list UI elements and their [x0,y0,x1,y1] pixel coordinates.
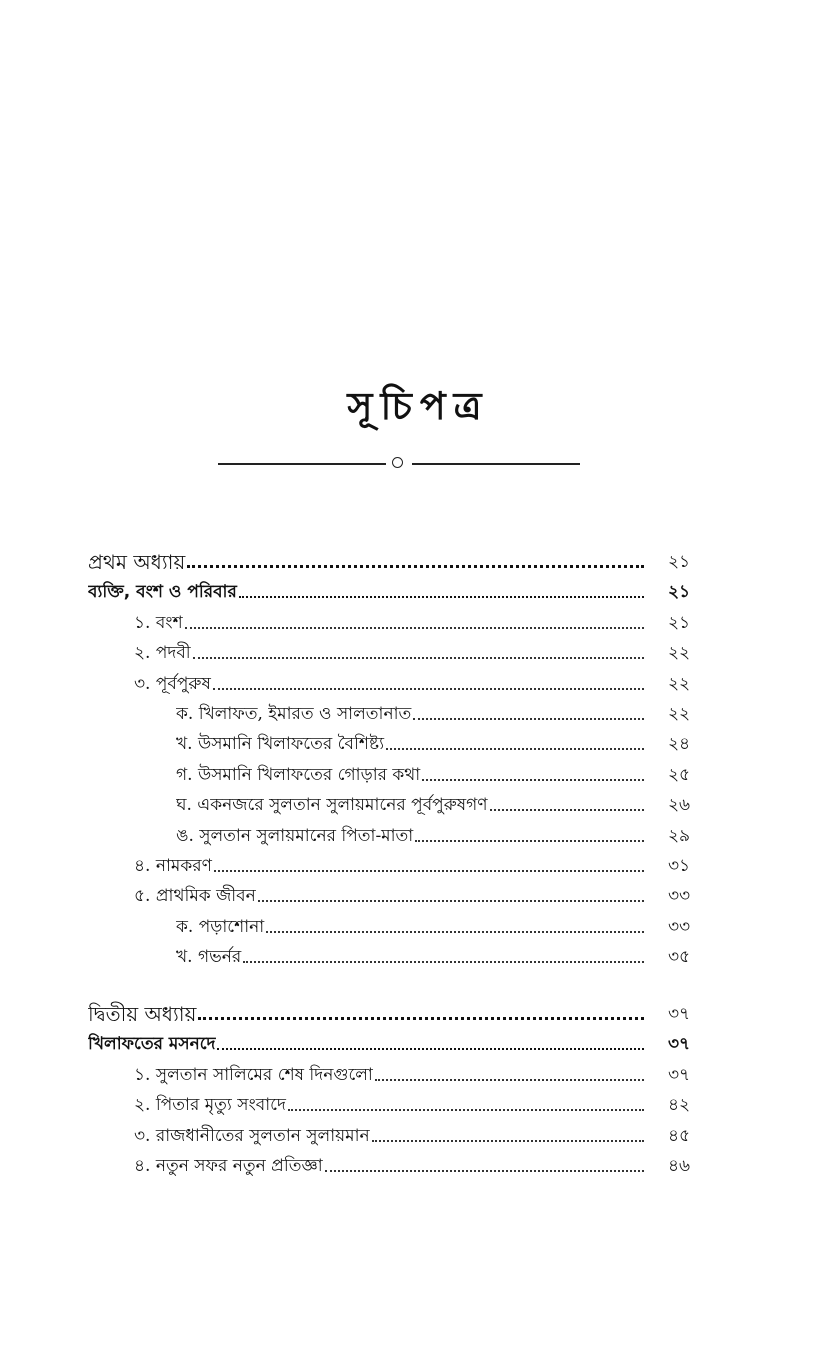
toc-dot-leader [243,960,644,963]
toc-entry-label: ঙ. সুলতান সুলায়মানের পিতা-মাতা [176,825,414,846]
toc-dot-leader [258,899,644,902]
toc-dot-leader [325,1169,644,1172]
toc-page-number: ২১ [668,552,691,572]
toc-page-number: ৪৬ [668,1156,691,1176]
divider-line-right [412,463,580,465]
toc-entry-text [88,574,644,604]
toc-entry-text [134,1118,644,1148]
toc-dot-leader [213,687,644,690]
toc-entry [0,1148,837,1178]
toc-page-number: ৩১ [668,856,691,876]
title-ornament-divider [218,456,580,472]
toc-entry-text [134,666,644,696]
toc-entry [0,666,837,696]
toc-page-number: ২২ [668,704,691,724]
toc-dot-leader [490,808,644,811]
toc-entry [0,818,837,848]
toc-dot-leader [187,564,644,568]
toc-entry-label: প্রথম অধ্যায় [88,550,186,574]
toc-entry [0,1057,837,1087]
toc-page-number: ৩৭ [668,1064,691,1085]
toc-entry-label: ঘ. একনজরে সুলতান সুলায়মানের পূর্বপুরুষগণ [176,795,488,816]
page-title: সূচিপত্র [347,384,490,428]
toc-page-number: ২৬ [668,795,691,816]
toc-entry-label: ১. সুলতান সালিমের শেষ দিনগুলো [134,1064,373,1085]
toc-entry-text [176,726,644,756]
toc-entry [0,1118,837,1148]
toc-entry [0,909,837,939]
toc-page-number: ২২ [668,643,691,664]
toc-chapter-heading [0,996,837,1026]
toc-page-number: ৪৫ [668,1125,691,1146]
toc-dot-leader [217,1047,644,1050]
toc-entry-label: খ. গভর্নর [176,947,242,968]
toc-chapter-subtitle [0,1026,837,1056]
toc-page-number: ৩৭ [668,1034,691,1055]
toc-entry-text [176,939,644,969]
toc-entry-text [134,635,644,665]
toc-entry [0,1087,837,1117]
toc-entry-text [88,544,644,574]
toc-entry-text [134,878,644,908]
toc-page-number: ৪২ [668,1095,691,1116]
toc-entry-label: দ্বিতীয় অধ্যায় [88,1002,197,1026]
toc-entry-label: ক. খিলাফত, ইমারত ও সালতানাত [176,704,412,724]
toc-entry-label: ব্যক্তি, বংশ ও পরিবার [88,582,237,603]
toc-dot-leader [415,839,644,842]
toc-page-number: ৩৫ [668,947,691,968]
toc-entry-text [134,1057,644,1087]
toc-entry [0,726,837,756]
toc-entry [0,605,837,635]
toc-entry-label: ৪. নামকরণ [134,856,212,876]
toc-entry [0,635,837,665]
toc-page-number: ৩৭ [668,1004,691,1024]
toc-dot-leader [422,778,644,781]
toc-chapter-heading [0,544,837,574]
toc-dot-leader [288,1108,644,1111]
toc-entry-label: ১. বংশ [134,612,183,633]
toc-page-number: ২৪ [668,734,691,755]
toc-dot-leader [193,656,644,659]
toc-entry-label: ৫. প্রাথমিক জীবন [134,886,256,907]
toc-dot-leader [185,626,644,629]
toc-page-number: ২৫ [668,764,691,785]
toc-entry [0,878,837,908]
toc-page-number: ২২ [668,673,691,694]
toc-entry-text [88,996,644,1026]
toc-dot-leader [214,869,644,872]
toc-entry-label: ৪. নতুন সফর নতুন প্রতিজ্ঞা [134,1156,323,1176]
toc-entry-label: ৩. রাজধানীতের সুলতান সুলায়মান [134,1125,370,1146]
toc-chapter-subtitle [0,574,837,604]
toc-dot-leader [413,717,644,720]
toc-entry-text [176,818,644,848]
toc-entry-label: ক. পড়াশোনা [176,916,265,937]
toc-entry-text [176,757,644,787]
toc-entry-text [134,848,644,878]
toc-page-number: ২৯ [668,825,691,846]
toc-dot-leader [239,595,644,598]
toc-dot-leader [372,1139,644,1142]
toc-entry-text [134,1148,644,1178]
toc-page-number: ২১ [668,612,691,633]
toc-entry [0,939,837,969]
toc-entry-label: ৩. পূর্বপুরুষ [134,673,211,694]
toc-entry-label: গ. উসমানি খিলাফতের গোড়ার কথা [176,764,421,785]
toc-page-number: ৩৩ [668,916,691,937]
toc-entry [0,757,837,787]
toc-entry [0,848,837,878]
toc-entry-text [176,787,644,817]
toc-entry-text [176,696,644,726]
toc-dot-leader [386,747,644,750]
toc-entry [0,696,837,726]
divider-line-left [218,463,386,465]
toc-entry-text [88,1026,644,1056]
toc-entry-label: খ. উসমানি খিলাফতের বৈশিষ্ট্য [176,734,384,755]
toc-page-number: ৩৩ [668,886,691,907]
toc-entry-label: ২. পিতার মৃত্যু সংবাদে [134,1095,286,1116]
toc-dot-leader [266,930,644,933]
toc-entry-text [176,909,644,939]
divider-circle-icon [392,457,403,468]
toc-page-number: ২১ [668,582,691,603]
toc-entry-text [134,1087,644,1117]
toc-entry-text [134,605,644,635]
toc-dot-leader [375,1078,644,1081]
toc-dot-leader [198,1016,644,1020]
toc-entry [0,787,837,817]
toc-entry-label: খিলাফতের মসনদে [88,1034,216,1055]
toc-entry-label: ২. পদবী [134,643,191,664]
